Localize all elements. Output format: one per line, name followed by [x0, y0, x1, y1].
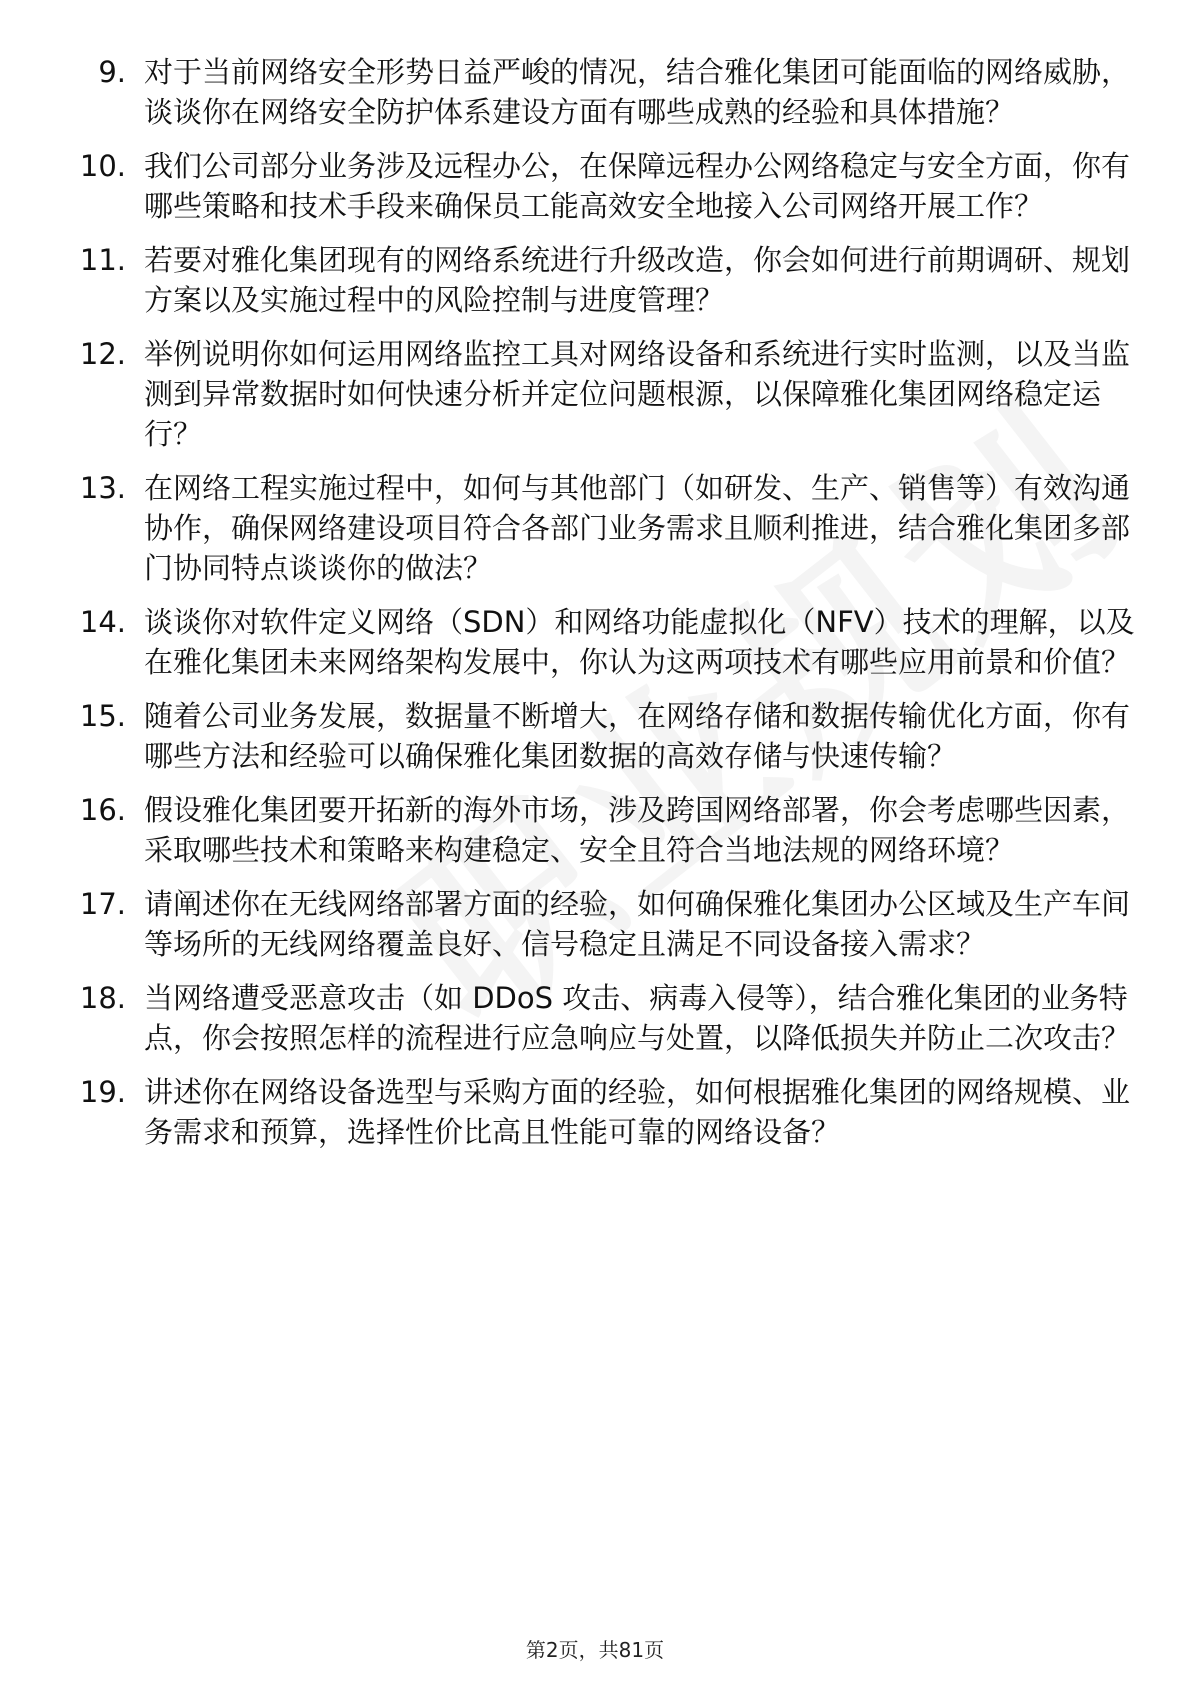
page-number-footer: 第2页，共81页	[525, 1638, 665, 1662]
question-item	[64, 334, 1144, 454]
question-text: 假设雅化集团要开拓新的海外市场，涉及跨国网络部署，你会考虑哪些因素，采取哪些技术和策略来构建稳定、安全且符合当地法规的网络环境？	[144, 793, 1131, 867]
question-item	[64, 146, 1144, 226]
question-number: 9.	[98, 55, 126, 89]
question-text: 请阐述你在无线网络部署方面的经验，如何确保雅化集团办公区域及生产车间等场所的无线网络覆盖良好、信号稳定且满足不同设备接入需求？	[144, 887, 1131, 961]
question-number: 19.	[79, 1075, 126, 1109]
question-number: 17.	[79, 887, 126, 921]
question-item	[64, 602, 1144, 682]
question-number: 18.	[79, 981, 126, 1015]
question-item	[64, 696, 1144, 776]
question-text: 讲述你在网络设备选型与采购方面的经验，如何根据雅化集团的网络规模、业务需求和预算，选择性价比高且性能可靠的网络设备？	[144, 1075, 1131, 1149]
question-item	[64, 52, 1144, 132]
question-text: 随着公司业务发展，数据量不断增大，在网络存储和数据传输优化方面，你有哪些方法和经验可以确保雅化集团数据的高效存储与快速传输？	[144, 699, 1131, 773]
question-number: 13.	[79, 471, 126, 505]
question-text: 我们公司部分业务涉及远程办公，在保障远程办公网络稳定与安全方面，你有哪些策略和技术手段来确保员工能高效安全地接入公司网络开展工作？	[144, 149, 1131, 223]
question-item	[64, 1072, 1144, 1152]
question-item	[64, 468, 1144, 588]
question-text: 举例说明你如何运用网络监控工具对网络设备和系统进行实时监测，以及当监测到异常数据时如何快速分析并定位问题根源，以保障雅化集团网络稳定运行？	[144, 337, 1131, 451]
question-item	[64, 240, 1144, 320]
question-number: 14.	[79, 605, 126, 639]
question-text: 谈谈你对软件定义网络（SDN）和网络功能虚拟化（NFV）技术的理解，以及在雅化集团未来网络架构发展中，你认为这两项技术有哪些应用前景和价值？	[144, 605, 1135, 679]
question-item	[64, 978, 1144, 1058]
question-number: 12.	[79, 337, 126, 371]
question-list	[64, 52, 1144, 1166]
question-number: 10.	[79, 149, 126, 183]
question-number: 15.	[79, 699, 126, 733]
question-number: 16.	[79, 793, 126, 827]
question-text: 若要对雅化集团现有的网络系统进行升级改造，你会如何进行前期调研、规划方案以及实施过程中的风险控制与进度管理？	[144, 243, 1131, 317]
question-number: 11.	[79, 243, 126, 277]
question-item	[64, 884, 1144, 964]
question-text: 在网络工程实施过程中，如何与其他部门（如研发、生产、销售等）有效沟通协作，确保网络建设项目符合各部门业务需求且顺利推进，结合雅化集团多部门协同特点谈谈你的做法？	[144, 471, 1131, 585]
question-item	[64, 790, 1144, 870]
question-text: 当网络遭受恶意攻击（如 DDoS 攻击、病毒入侵等），结合雅化集团的业务特点，你会按照怎样的流程进行应急响应与处置，以降低损失并防止二次攻击？	[144, 981, 1131, 1055]
question-text: 对于当前网络安全形势日益严峻的情况，结合雅化集团可能面临的网络威胁，谈谈你在网络安全防护体系建设方面有哪些成熟的经验和具体措施？	[144, 55, 1131, 129]
